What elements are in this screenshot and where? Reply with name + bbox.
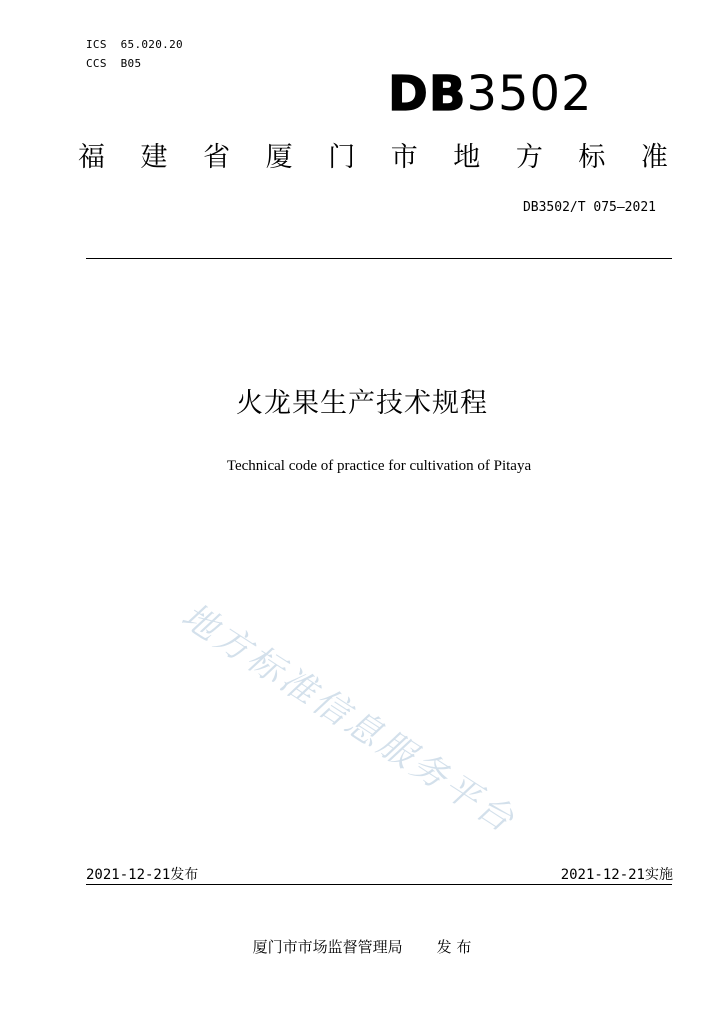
authority-char: 建 [140,142,168,173]
ccs-code: CCS B05 [86,57,142,70]
authority-char: 门 [328,142,356,173]
authority-char: 市 [390,142,418,173]
publish-label: 发 布 [436,938,472,956]
document-title-chinese: 火龙果生产技术规程 [236,388,488,419]
implementation-date [561,864,673,884]
authority-char: 地 [453,142,481,173]
publisher-name: 厦门市市场监督管理局 [252,938,403,956]
issue-date [86,864,198,884]
top-divider [86,258,672,259]
db3502-logo [388,66,620,122]
logo-db-text: DB [388,66,467,122]
standard-number: DB3502/T 075—2021 [522,200,656,215]
issue-label: 发布 [170,867,199,883]
authority-char: 标 [578,142,606,173]
authority-char: 省 [203,142,231,173]
authority-char: 准 [640,142,668,173]
ics-code: ICS 65.020.20 [86,38,183,51]
document-title-english: Technical code of practice for cultivation of Pitaya [226,458,532,474]
implementation-label: 实施 [645,867,673,883]
authority-char: 方 [515,142,543,173]
authority-char: 厦 [265,142,293,173]
bottom-divider [86,884,672,885]
authority-title [78,140,668,176]
logo-number-text: 3502 [466,66,593,122]
authority-char: 福 [78,142,105,173]
watermark: 地方标准信息服务平台 [174,596,524,842]
publisher-line [0,936,724,957]
issue-date-value: 2021-12-21 [86,867,171,883]
implementation-date-value: 2021-12-21 [560,867,645,883]
